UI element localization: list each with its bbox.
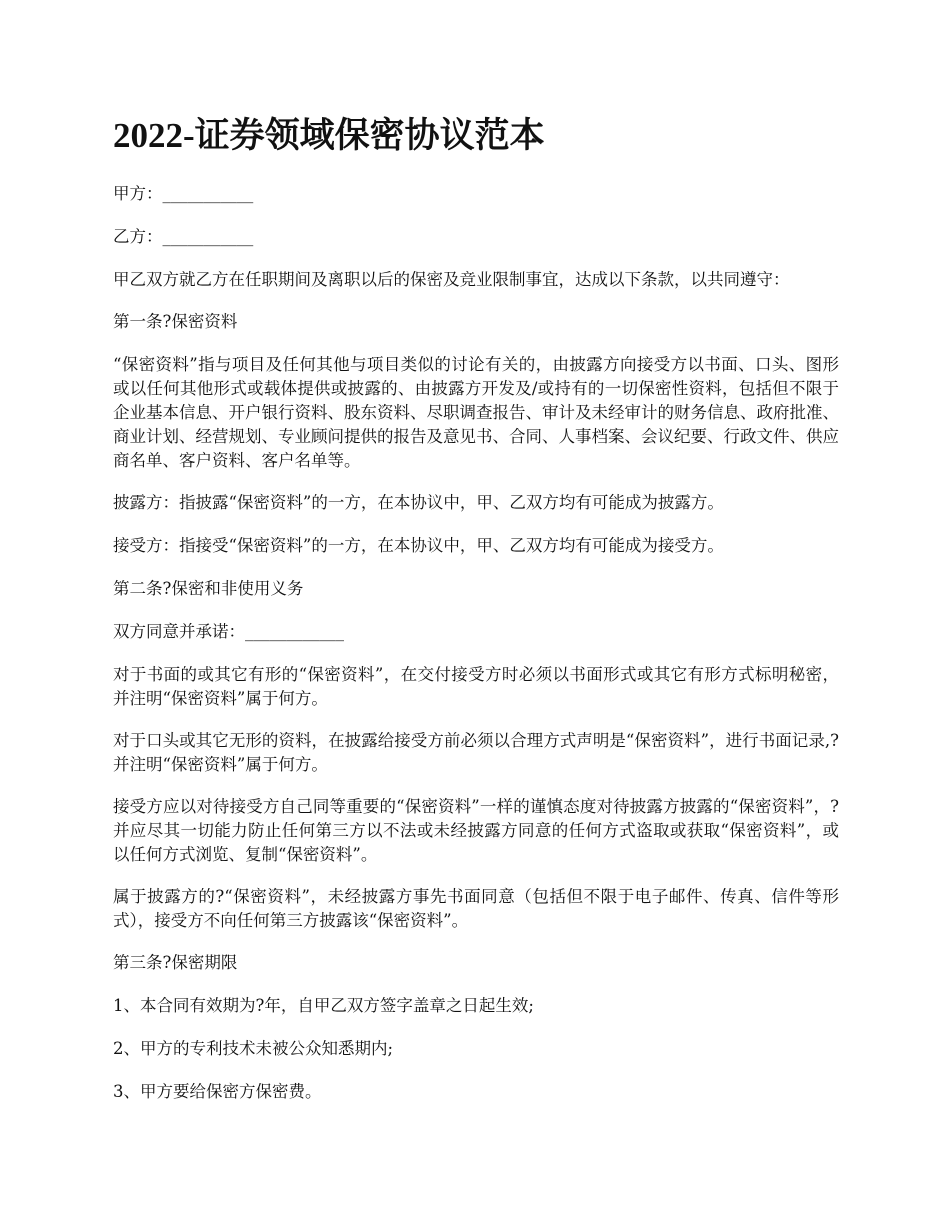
document-page bbox=[113, 110, 839, 1123]
non-disclosure-paragraph: 属于披露方的?“保密资料”，未经披露方事先书面同意（包括但不限于电子邮件、传真、信件等形式），接受方不向任何第三方披露该“保密资料”。 bbox=[113, 887, 839, 930]
duty-of-care-paragraph: 接受方应以对待接受方自己同等重要的“保密资料”一样的谨慎态度对待披露方披露的“保密资料”，?并应尽其一切能力防止任何第三方以不法或未经披露方同意的任何方式盗取或获取“保密资料”，或以任何方式浏览、复制“保密资料”。 bbox=[113, 797, 839, 864]
term-item-2: 2、甲方的专利技术未被公众知悉期内; bbox=[113, 1039, 394, 1058]
mutual-agreement-line: 双方同意并承诺：____________ bbox=[113, 622, 344, 641]
discloser-definition: 披露方：指披露“保密资料”的一方，在本协议中，甲、乙双方均有可能成为披露方。 bbox=[113, 493, 724, 512]
term-item-1: 1、本合同有效期为?年，自甲乙双方签字盖章之日起生效; bbox=[113, 996, 534, 1015]
recipient-definition: 接受方：指接受“保密资料”的一方，在本协议中，甲、乙双方均有可能成为接受方。 bbox=[113, 536, 724, 555]
written-materials-paragraph: 对于书面的或其它有形的“保密资料”，在交付接受方时必须以书面形式或其它有形方式标明秘密，并注明“保密资料”属于何方。 bbox=[113, 665, 839, 708]
oral-materials-paragraph: 对于口头或其它无形的资料，在披露给接受方前必须以合理方式声明是“保密资料”，进行书面记录,?并注明“保密资料”属于何方。 bbox=[113, 731, 839, 774]
article-3-heading: 第三条?保密期限 bbox=[113, 953, 238, 972]
party-a-line: 甲方：___________ bbox=[113, 184, 254, 203]
party-b-line: 乙方：___________ bbox=[113, 227, 254, 246]
intro-paragraph: 甲乙双方就乙方在任职期间及离职以后的保密及竞业限制事宜，达成以下条款，以共同遵守： bbox=[113, 270, 790, 289]
document-title: 2022-证券领域保密协议范本 bbox=[113, 116, 545, 155]
term-item-3: 3、甲方要给保密方保密费。 bbox=[113, 1082, 322, 1101]
article-1-heading: 第一条?保密资料 bbox=[113, 312, 238, 331]
article-2-heading: 第二条?保密和非使用义务 bbox=[113, 579, 304, 598]
confidential-info-definition: “保密资料”指与项目及任何其他与项目类似的讨论有关的，由披露方向接受方以书面、口头、图形或以任何其他形式或载体提供或披露的、由披露方开发及/或持有的一切保密性资料，包括但不限于企业基本信息、开户银行资料、股东资料、尽职调查报告、审计及未经审计的财务信息、政府批准、商业计划、经营规划、专业顾问提供的报告及意见书、合同、人事档案、会议纪要、行政文件、供应商名单、客户资料、客户名单等。 bbox=[113, 355, 839, 470]
